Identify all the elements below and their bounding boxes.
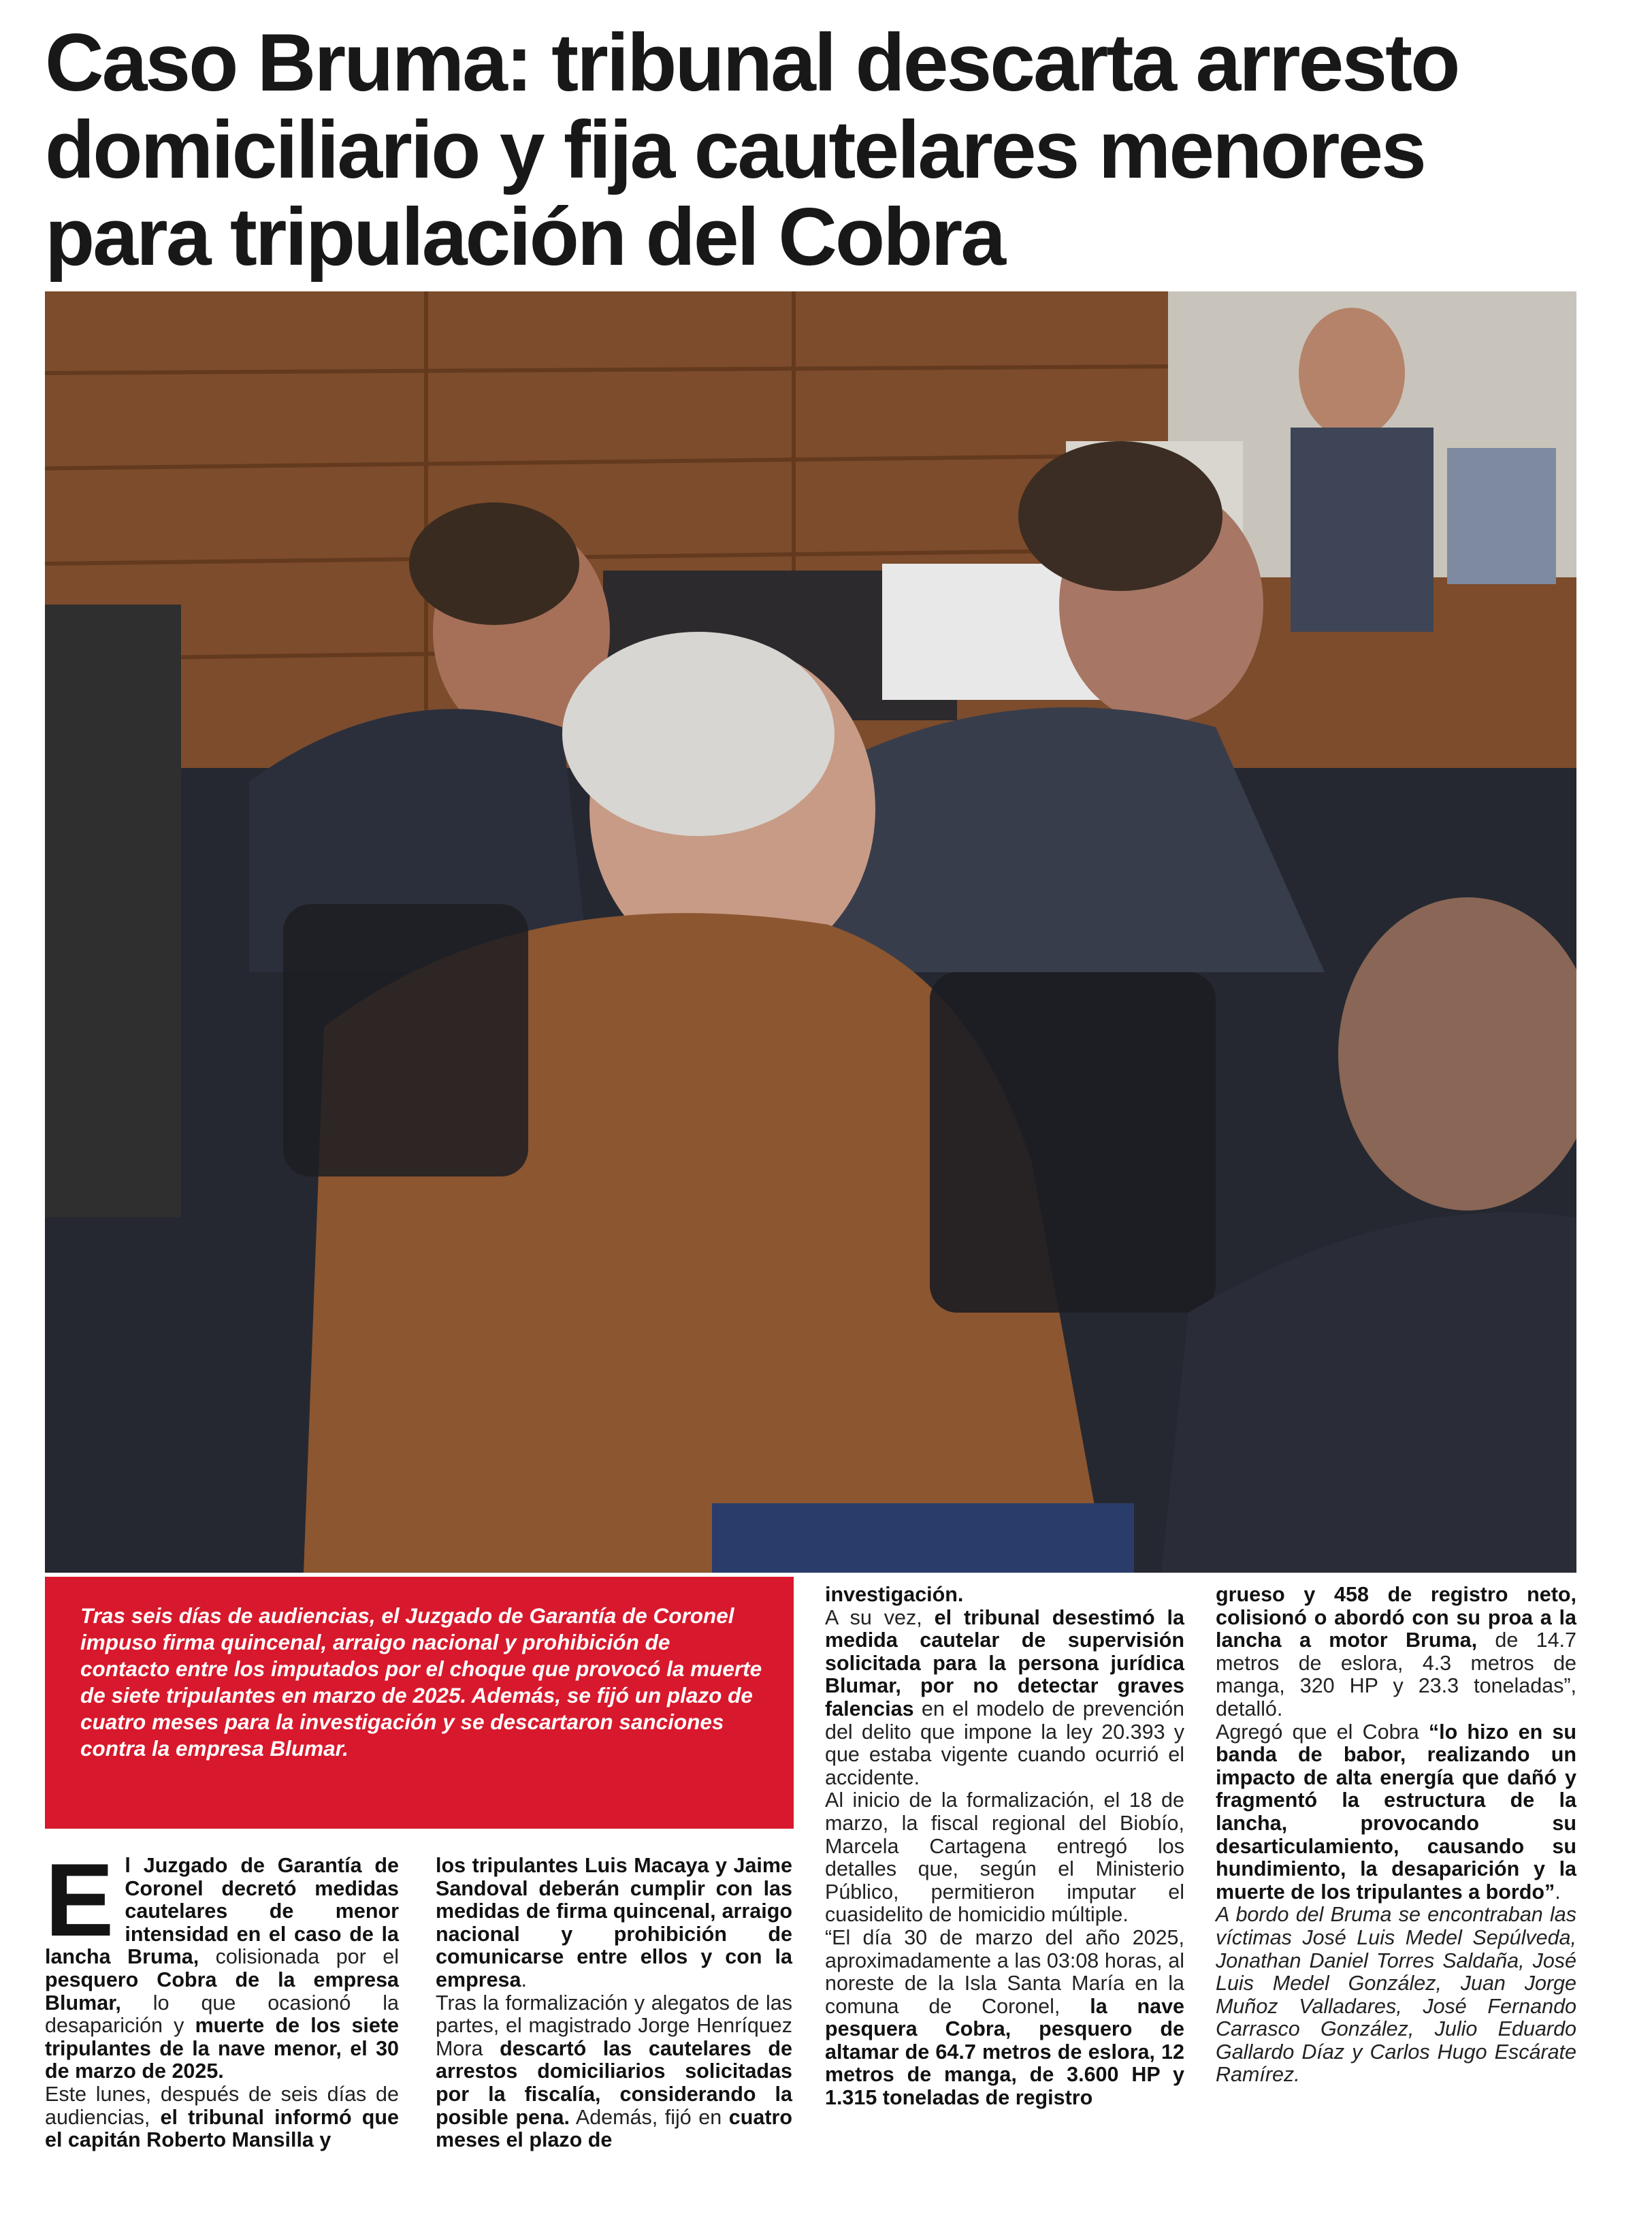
bold-text: grueso y 458 de registro neto, colisionó o abordó con su proa a la lancha a motor Bruma, (1216, 1583, 1576, 1652)
article-column-2 (436, 1855, 792, 2152)
headline-line-3: para tripulación del Cobra (45, 191, 1004, 283)
paragraph: Al inicio de la formalización, el 18 de marzo, la fiscal regional del Biobío, Marcela Cartagena entregó los detalles que, según el Ministerio Público, permitieron imputar el cuasidelito de homicidio múltiple. (825, 1789, 1184, 1927)
bold-text: pesquero Cobra de la empresa Blumar, (45, 1968, 399, 2015)
paragraph (825, 1927, 1184, 2110)
text: en el modelo de prevención del delito que impone la ley 20.393 y que estaba vigente cuando ocurrió el accidente. (825, 1697, 1184, 1789)
article-column-4 (1216, 1584, 1576, 2087)
text: colisionada por el (199, 1945, 399, 1969)
headline-line-2: domiciliario y fija cautelares menores (45, 104, 1425, 195)
drop-cap: E (45, 1842, 114, 1958)
article-column-1 (45, 1842, 400, 2152)
courtroom-photo (45, 291, 1576, 1573)
lead-summary: Tras seis días de audiencias, el Juzgado de Garantía de Coronel impuso firma quincenal, arraigo nacional y prohibición de contacto entre los imputados por el choque que provocó la muerte de siete tripulantes en marzo de 2025. Además, se fijó un plazo de cuatro meses para la investigación y se descartaron sanciones contra la empresa Blumar. (45, 1577, 794, 1829)
paragraph (436, 1992, 792, 2152)
paragraph (1216, 1904, 1576, 2087)
text: Tras la formalización y alegatos de las partes, el magistrado Jorge Henríquez Mora (436, 1991, 792, 2060)
bold-text: muerte de los siete tripulantes de la nave menor, el 30 de marzo de 2025. (45, 2014, 399, 2083)
text: lo que ocasionó la desaparición y (45, 1991, 399, 2038)
headline-line-1: Caso Bruma: tribunal descarta arresto (45, 17, 1459, 108)
text: Este lunes, después de seis días de audiencias, (45, 2082, 399, 2129)
text: A su vez, (825, 1605, 935, 1629)
bold-text: la nave pesquera Cobra, pesquero de altamar de 64.7 metros de eslora, 12 metros de manga, de 3.600 HP y 1.315 toneladas de registro (825, 1994, 1185, 2110)
text: . (1555, 1880, 1561, 1904)
text: . (521, 1968, 527, 1991)
paragraph (1216, 1584, 1576, 1721)
paragraph (45, 1842, 399, 2083)
paragraph (1216, 1721, 1576, 1904)
paragraph (45, 2083, 399, 2152)
paragraph (436, 1855, 792, 1992)
paragraph (825, 1607, 1184, 1790)
text: “El día 30 de marzo del año 2025, aproximadamente a las 03:08 horas, al noreste de la Isla Santa María en la comuna de Coronel, (825, 1925, 1184, 2018)
bold-text: l Juzgado de Garantía de Coronel decretó medidas cautelares de menor intensidad en el caso de la lancha Bruma, (45, 1854, 399, 1969)
bold-text: el tribunal desestimó la medida cautelar de supervisión solicitada para la persona jurídica Blumar, por no detectar graves falencias (825, 1605, 1184, 1720)
paragraph (825, 1584, 1184, 1607)
bold-text: investigación. (825, 1583, 964, 1606)
bold-text: cuatro meses el plazo de (436, 2105, 792, 2152)
text: Agregó que el Cobra (1216, 1720, 1429, 1744)
italic-text: A bordo del Bruma se encontraban las víctimas José Luis Medel Sepúlveda, Jonathan Daniel Torres Saldaña, José Luis Medel González, Juan Jorge Muñoz Valladares, José Fernando Carrasco González, Julio Eduardo Gallardo Díaz y Carlos Hugo Escárate Ramírez. (1216, 1903, 1576, 2087)
text: de 14.7 metros de eslora, 4.3 metros de manga, 320 HP y 23.3 toneladas”, detalló. (1216, 1629, 1576, 1720)
bold-text: “lo hizo en su banda de babor, realizando un impacto de alta energía que dañó y fragmentó la estructura de la lancha, provocando su desarticulamiento, causando su hundimiento, la desaparición y la muerte de los tripulantes a bordo” (1216, 1720, 1576, 1904)
text: Además, fijó en (569, 2105, 729, 2129)
article-column-3 (825, 1584, 1184, 2110)
headline (45, 17, 1610, 283)
bold-text: los tripulantes Luis Macaya y Jaime Sandoval deberán cumplir con las medidas de firma quincenal, arraigo nacional y prohibición de comunicarse entre ellos y con la empresa (436, 1854, 792, 1991)
bold-text: el tribunal informó que el capitán Roberto Mansilla y (45, 2105, 400, 2152)
bold-text: descartó las cautelares de arrestos domiciliarios solicitadas por la fiscalía, considerando la posible pena. (436, 2036, 792, 2129)
